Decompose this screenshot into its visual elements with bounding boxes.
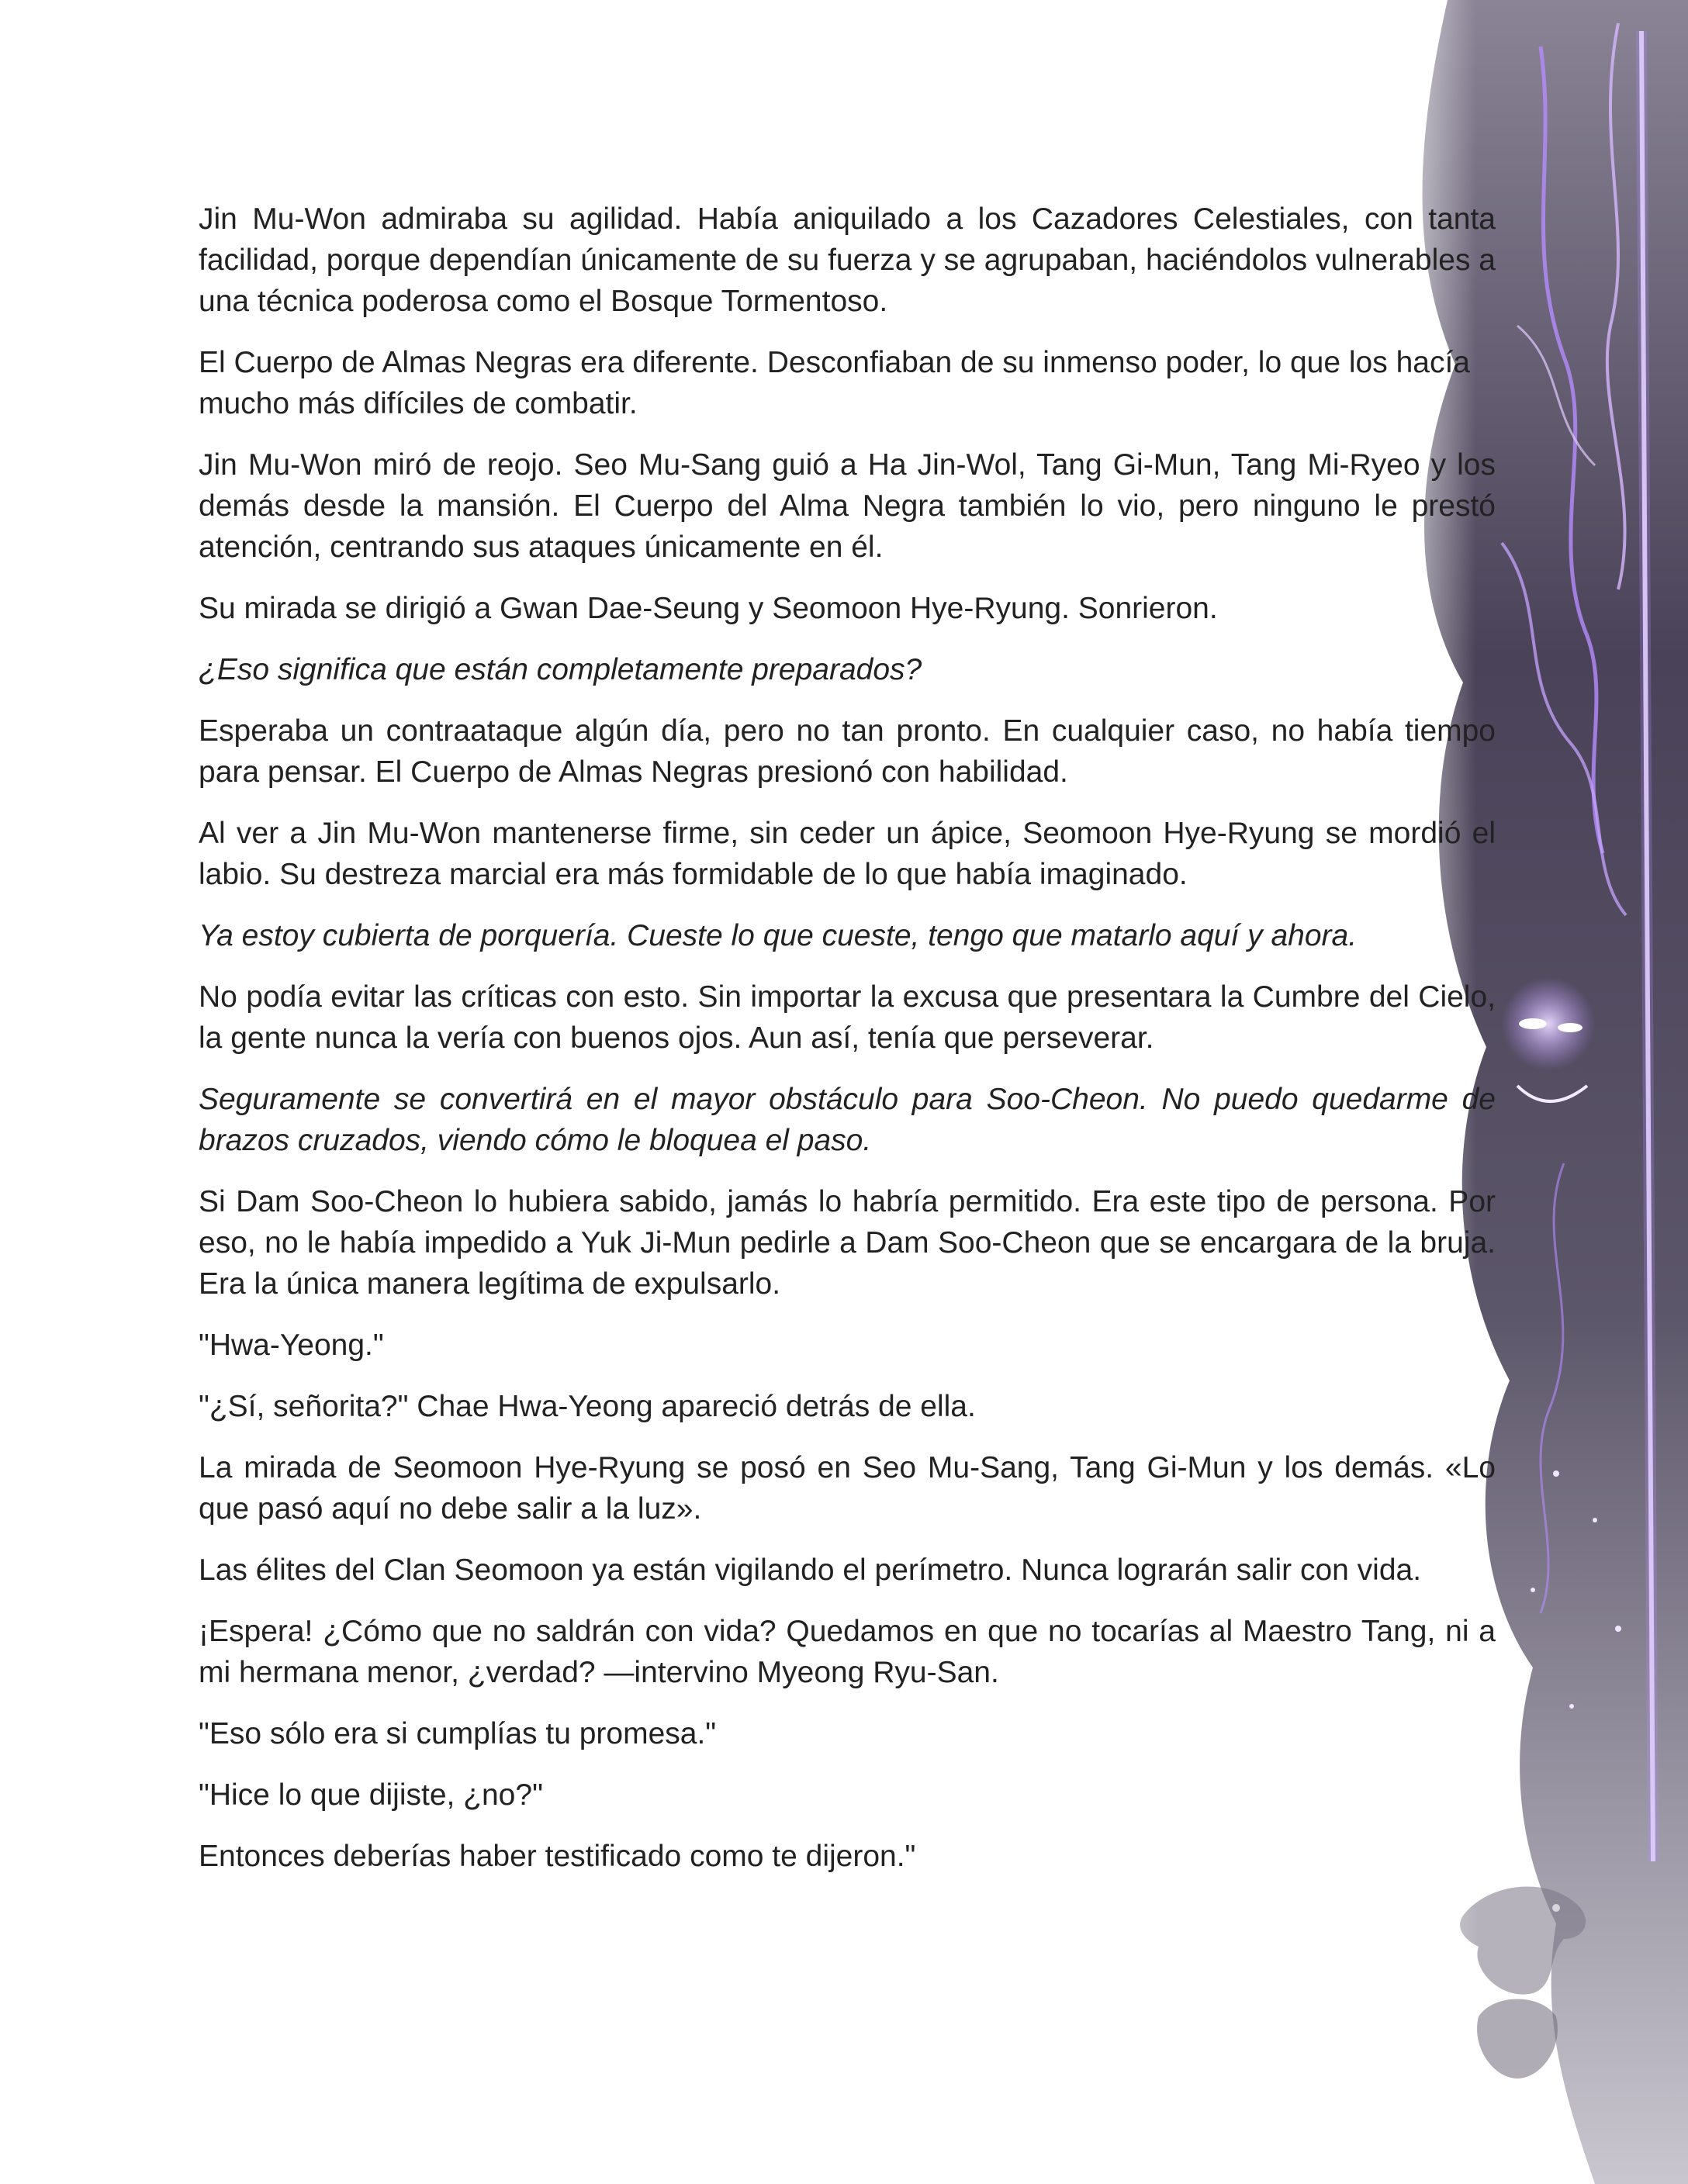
paragraph: Esperaba un contraataque algún día, pero no tan pronto. En cualquier caso, no había tiempo para pensar. El Cuerpo de Almas Negras presionó con habilidad.	[199, 714, 1496, 789]
paragraph: Las élites del Clan Seomoon ya están vigilando el perímetro. Nunca lograrán salir con vida.	[199, 1553, 1422, 1587]
paragraph: Si Dam Soo-Cheon lo hubiera sabido, jamás lo habría permitido. Era este tipo de persona. Por eso, no le había impedido a Yuk Ji-Mun pedirle a Dam Soo-Cheon que se encargara de la bruja. Era la única manera legítima de expulsarlo.	[199, 1185, 1496, 1301]
dialogue-line: "¿Sí, señorita?" Chae Hwa-Yeong apareció detrás de ella.	[199, 1390, 976, 1423]
paragraph: Al ver a Jin Mu-Won mantenerse firme, sin ceder un ápice, Seomoon Hye-Ryung se mordió el labio. Su destreza marcial era más formidable de lo que había imaginado.	[199, 817, 1496, 891]
paragraph: Jin Mu-Won miró de reojo. Seo Mu-Sang guió a Ha Jin-Wol, Tang Gi-Mun, Tang Mi-Ryeo y los demás desde la mansión. El Cuerpo del Alma Negra también lo vio, pero ninguno le prestó atención, centrando sus ataques únicamente en él.	[199, 448, 1496, 564]
dialogue-line: "Eso sólo era si cumplías tu promesa."	[199, 1717, 717, 1750]
dialogue-line: "Hice lo que dijiste, ¿no?"	[199, 1778, 543, 1812]
paragraph: La mirada de Seomoon Hye-Ryung se posó en Seo Mu-Sang, Tang Gi-Mun y los demás. «Lo que pasó aquí no debe salir a la luz».	[199, 1451, 1496, 1526]
paragraph: No podía evitar las críticas con esto. Sin importar la excusa que presentara la Cumbre del Cielo, la gente nunca la vería con buenos ojos. Aun así, tenía que perseverar.	[199, 980, 1496, 1055]
dialogue-line: "Hwa-Yeong."	[199, 1329, 384, 1362]
dialogue-line: ¡Espera! ¿Cómo que no saldrán con vida? Quedamos en que no tocarías al Maestro Tang, ni a mi hermana menor, ¿verdad? —intervino Myeong Ryu-San.	[199, 1615, 1496, 1689]
paragraph: El Cuerpo de Almas Negras era diferente. Desconfiaban de su inmenso poder, lo que los hacía mucho más difíciles de combatir.	[199, 346, 1470, 420]
paragraph: Su mirada se dirigió a Gwan Dae-Seung y Seomoon Hye-Ryung. Sonrieron.	[199, 592, 1218, 625]
italic-thought: Ya estoy cubierta de porquería. Cueste lo que cueste, tengo que matarlo aquí y ahora.	[199, 919, 1358, 952]
body-text	[199, 199, 1496, 1897]
paragraph: Jin Mu-Won admiraba su agilidad. Había aniquilado a los Cazadores Celestiales, con tanta facilidad, porque dependían únicamente de su fuerza y se agrupaban, haciéndolos vulnerables a una técnica poderosa como el Bosque Tormentoso.	[199, 202, 1496, 318]
dialogue-line: Entonces deberías haber testificado como te dijeron."	[199, 1840, 916, 1873]
italic-thought: ¿Eso significa que están completamente preparados?	[199, 653, 922, 686]
italic-thought: Seguramente se convertirá en el mayor obstáculo para Soo-Cheon. No puedo quedarme de brazos cruzados, viendo cómo le bloquea el paso.	[199, 1083, 1496, 1157]
